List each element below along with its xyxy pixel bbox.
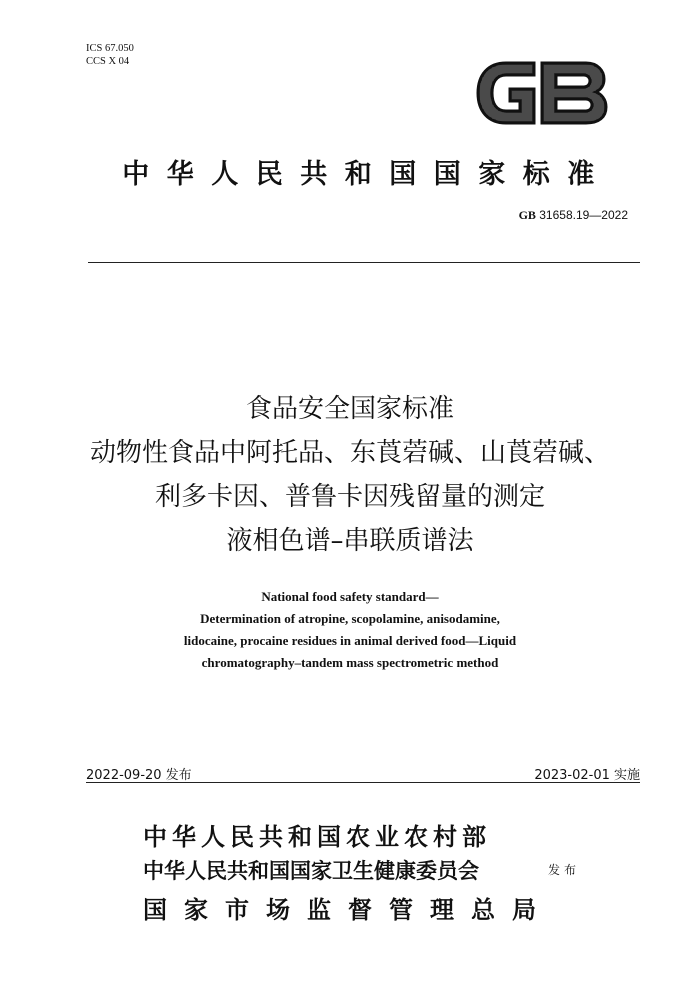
national-standard-title: 中华人民共和国国家标准 [122,159,612,190]
ics-code: ICS 67.050 [86,43,134,54]
publish-date: 2022-09-20 发布 [86,768,192,783]
cn-title-line-3: 利多卡因、普鲁卡因残留量的测定 [154,482,545,512]
issue-label: 发布 [548,863,581,877]
cn-title-line-2: 动物性食品中阿托品、东莨菪碱、山莨菪碱、 [89,438,610,468]
en-title-line-3: lidocaine, procaine residues in animal derived food—Liquid [183,633,517,648]
effective-date: 2023-02-01 实施 [534,768,640,783]
date-divider [86,782,640,783]
cn-title-line-4: 液相色谱–串联质谱法 [226,526,474,556]
standard-code: 31658.19—2022 [539,208,628,222]
cn-title-line-1: 食品安全国家标准 [245,394,454,424]
gb-standard-logo [472,57,610,129]
issuer-health-commission: 中华人民共和国国家卫生健康委员会 [143,858,479,883]
en-title-line-4: chromatography–tandem mass spectrometric method [201,655,499,670]
standard-prefix: GB [518,208,536,222]
en-title-line-1: National food safety standard— [261,589,439,604]
issuer-market-regulation: 国家市场监督管理总局 [143,895,553,924]
ccs-code: CCS X 04 [86,56,130,67]
header-divider [88,262,640,263]
en-title-line-2: Determination of atropine, scopolamine, anisodamine, [200,611,500,626]
standard-number [519,208,628,223]
issuer-ministry-agriculture: 中华人民共和国农业农村部 [143,822,491,851]
